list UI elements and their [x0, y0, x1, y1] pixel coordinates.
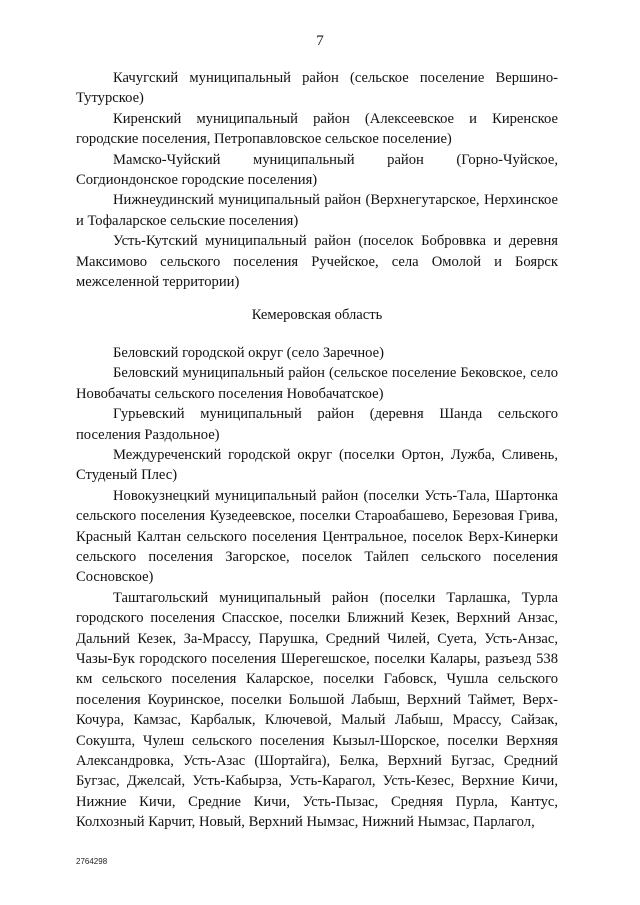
paragraph: Усть-Кутский муниципальный район (поселок Боброввка и деревня Максимово сельского поселения Ручейское, села Омолой и Боярск межселенной территории): [76, 233, 558, 291]
document-code: 2764298: [76, 857, 108, 866]
paragraph: Новокузнецкий муниципальный район (поселки Усть-Тала, Шартонка сельского поселения Кузедеевское, поселки Староабашево, Березовая Грива, Красный Калтан сельского поселения Центральное, поселок Верх-Кинерки сельского поселения Загорское, поселок Тайлеп сельского поселения Сосновское): [76, 487, 558, 586]
paragraph: Мамско-Чуйский муниципальный район (Горно-Чуйское, Согдиондонское городские поселения): [76, 151, 558, 189]
paragraph: Киренский муниципальный район (Алексеевское и Киренское городские поселения, Петропавловское сельское поселение): [76, 110, 558, 148]
document-body: [76, 68, 558, 833]
section-heading: Кемеровская область: [251, 307, 383, 324]
page-number: 7: [316, 33, 324, 49]
paragraph: Таштагольский муниципальный район (поселки Тарлашка, Турла городского поселения Спасское, поселки Ближний Кезек, Верхний Анзас, Дальний Кезек, За-Мрассу, Парушка, Средний Чилей, Суета, Усть-Анзас, Чазы-Бук городского поселения Шерегешское, поселки Калары, разъезд 538 км сельского поселения Каларское, поселки Габовск, Чушла сельского поселения Коуринское, поселки Большой Лабыш, Верхний Таймет, Верх-Кочура, Камзас, Карбалык, Ключевой, Малый Лабыш, Мрассу, Сайзак, Сокушта, Чулеш сельского поселения Кызыл-Шорское, поселки Верхняя Александровка, Усть-Азас (Шортайга), Белка, Верхний Бугзас, Средний Бугзас, Джелсай, Усть-Кабырза, Усть-Карагол, Усть-Кезес, Верхние Кичи, Нижние Кичи, Средние Кичи, Усть-Пызас, Средняя Пурла, Кантус, Колхозный Карчит, Новый, Верхний Нымзас, Нижний Нымзас, Парлагол,: [76, 589, 558, 831]
paragraph: Нижнеудинский муниципальный район (Верхнегутарское, Нерхинское и Тофаларское сельские поселения): [76, 192, 558, 229]
paragraph: Качугский муниципальный район (сельское поселение Вершино-Тутурское): [76, 70, 558, 107]
paragraph: Междуреченский городской округ (поселки Ортон, Лужба, Сливень, Студеный Плес): [76, 446, 558, 484]
paragraph: Гурьевский муниципальный район (деревня Шанда сельского поселения Раздольное): [76, 406, 558, 443]
paragraph: Беловский городской округ (село Заречное): [113, 344, 384, 361]
paragraph: Беловский муниципальный район (сельское поселение Бековское, село Новобачаты сельского поселения Новобачатское): [76, 365, 558, 402]
